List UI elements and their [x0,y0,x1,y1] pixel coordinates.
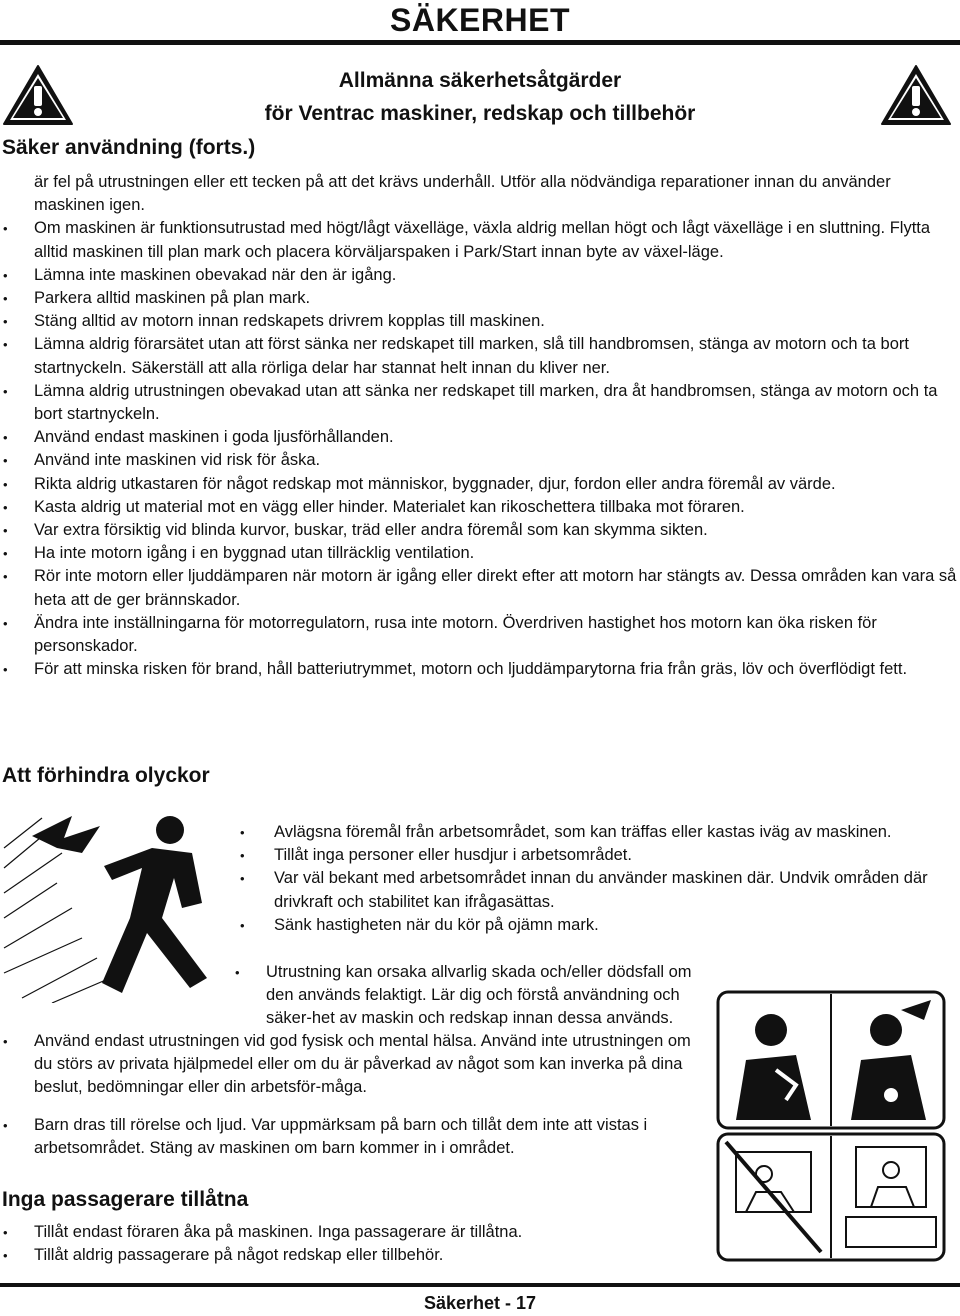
main-bullet-list [0,171,958,681]
list-item: • Sänk hastigheten när du kör på ojämn mark. [232,914,940,937]
list-item: • Parkera alltid maskinen på plan mark. [0,287,958,310]
list-item: är fel på utrustningen eller ett tecken på att det krävs underhåll. Utför alla nödvändiga reparationer innan du använder maskinen igen. [34,173,891,215]
list-item: • Använd endast maskinen i goda ljusförhållanden. [0,426,958,449]
heading-line-2: för Ventrac maskiner, redskap och tillbehör [264,102,696,125]
list-item: • Tillåt endast föraren åka på maskinen. Inga passagerare är tillåtna. [0,1221,940,1244]
list-item: • Använd inte maskinen vid risk för åska. [0,449,958,472]
title-rule [0,40,960,45]
list-item: • Stäng alltid av motorn innan redskapets drivrem kopplas till maskinen. [0,310,958,333]
section-heading [0,64,960,130]
list-item: • Lämna inte maskinen obevakad när den är igång. [0,264,958,287]
list-item: • Var väl bekant med arbetsområdet innan du använder maskinen där. Undvik områden där drivkraft och stabilitet kan ifrågasättas. [232,867,940,913]
list-item: • Om maskinen är funktionsutrustad med högt/lågt växelläge, växla aldrig mellan högt och lågt växelläge i en sluttning. Flytta alltid maskinen till plan mark och placera körväljarspaken i Park/Start innan byte av växel-läge. [0,217,958,263]
section-heading-passagerare: Inga passagerare tillåtna [2,1188,249,1211]
olyckor-bullet-list-bottom [0,1030,708,1160]
olyckor-bullet-list-shifted [232,961,702,1031]
list-item: • Ändra inte inställningarna för motorregulatorn, rusa inte motorn. Överdriven hastighet hos motorn kan öka risken för personskador. [0,612,958,658]
list-item: • Barn dras till rörelse och ljud. Var uppmärksam på barn och tillåt dem inte att vistas i arbetsområdet. Stäng av maskinen om barn kommer in i området. [0,1114,708,1160]
page-title: SÄKERHET [389,2,570,38]
page-footer: Säkerhet - 17 [423,1293,537,1313]
list-item: • Var extra försiktig vid blinda kurvor, buskar, träd eller andra föremål som kan skymma sikten. [0,519,958,542]
list-item: • Lämna aldrig utrustningen obevakad utan att sänka ner redskapet till marken, dra åt handbromsen, stänga av motorn och ta bort startnyckeln. [0,380,958,426]
section-heading-olyckor: Att förhindra olyckor [2,764,210,787]
list-item: • Kasta aldrig ut material mot en vägg eller hinder. Materialet kan rikoschettera tillbaka mot föraren. [0,496,958,519]
list-item: • Rör inte motorn eller ljuddämparen när motorn är igång eller direkt efter att motorn har stängts av. Dessa områden kan vara så heta att de ger brännskador. [0,565,958,611]
list-item: • Avlägsna föremål från arbetsområdet, som kan träffas eller kastas iväg av maskinen. [232,821,940,844]
list-item: • För att minska risken för brand, håll batteriutrymmet, motorn och ljuddämparytorna fria från gräs, löv och överflödigt fett. [0,658,958,681]
heading-line-1: Allmänna säkerhetsåtgärder [338,69,622,92]
list-item: • Använd endast utrustningen vid god fysisk och mental hälsa. Använd inte utrustningen om du störs av privata hjälpmedel eller om du är påverkad av något som kan inverka på dina beslut, bedömningar eller din arbetsför-måga. [0,1030,708,1100]
list-item: • Rikta aldrig utkastaren för något redskap mot människor, byggnader, djur, fordon eller andra föremål av värde. [0,473,958,496]
olyckor-bullet-list [232,821,940,937]
subsection-heading: Säker användning (forts.) [2,136,256,159]
footer-rule [0,1283,960,1287]
list-item: • Ha inte motorn igång i en byggnad utan tillräcklig ventilation. [0,542,958,565]
list-item: • Tillåt inga personer eller husdjur i arbetsområdet. [232,844,940,867]
list-item: • Lämna aldrig förarsätet utan att först sänka ner redskapet till marken, slå till handbromsen, stänga av motorn och ta bort startnyckeln. Säkerställ att alla rörliga delar har stannat helt innan du kliver ner. [0,333,958,379]
passagerare-bullet-list [0,1221,940,1267]
impairment-hazard-illustration [716,990,946,1130]
list-item: • Tillåt aldrig passagerare på något redskap eller tillbehör. [0,1244,940,1267]
list-item: • Utrustning kan orsaka allvarlig skada och/eller dödsfall om den används felaktigt. Lär dig och förstå användning och säker-het av maskin och redskap innan dessa används. [232,961,702,1031]
thrown-object-hazard-illustration [2,808,226,1003]
